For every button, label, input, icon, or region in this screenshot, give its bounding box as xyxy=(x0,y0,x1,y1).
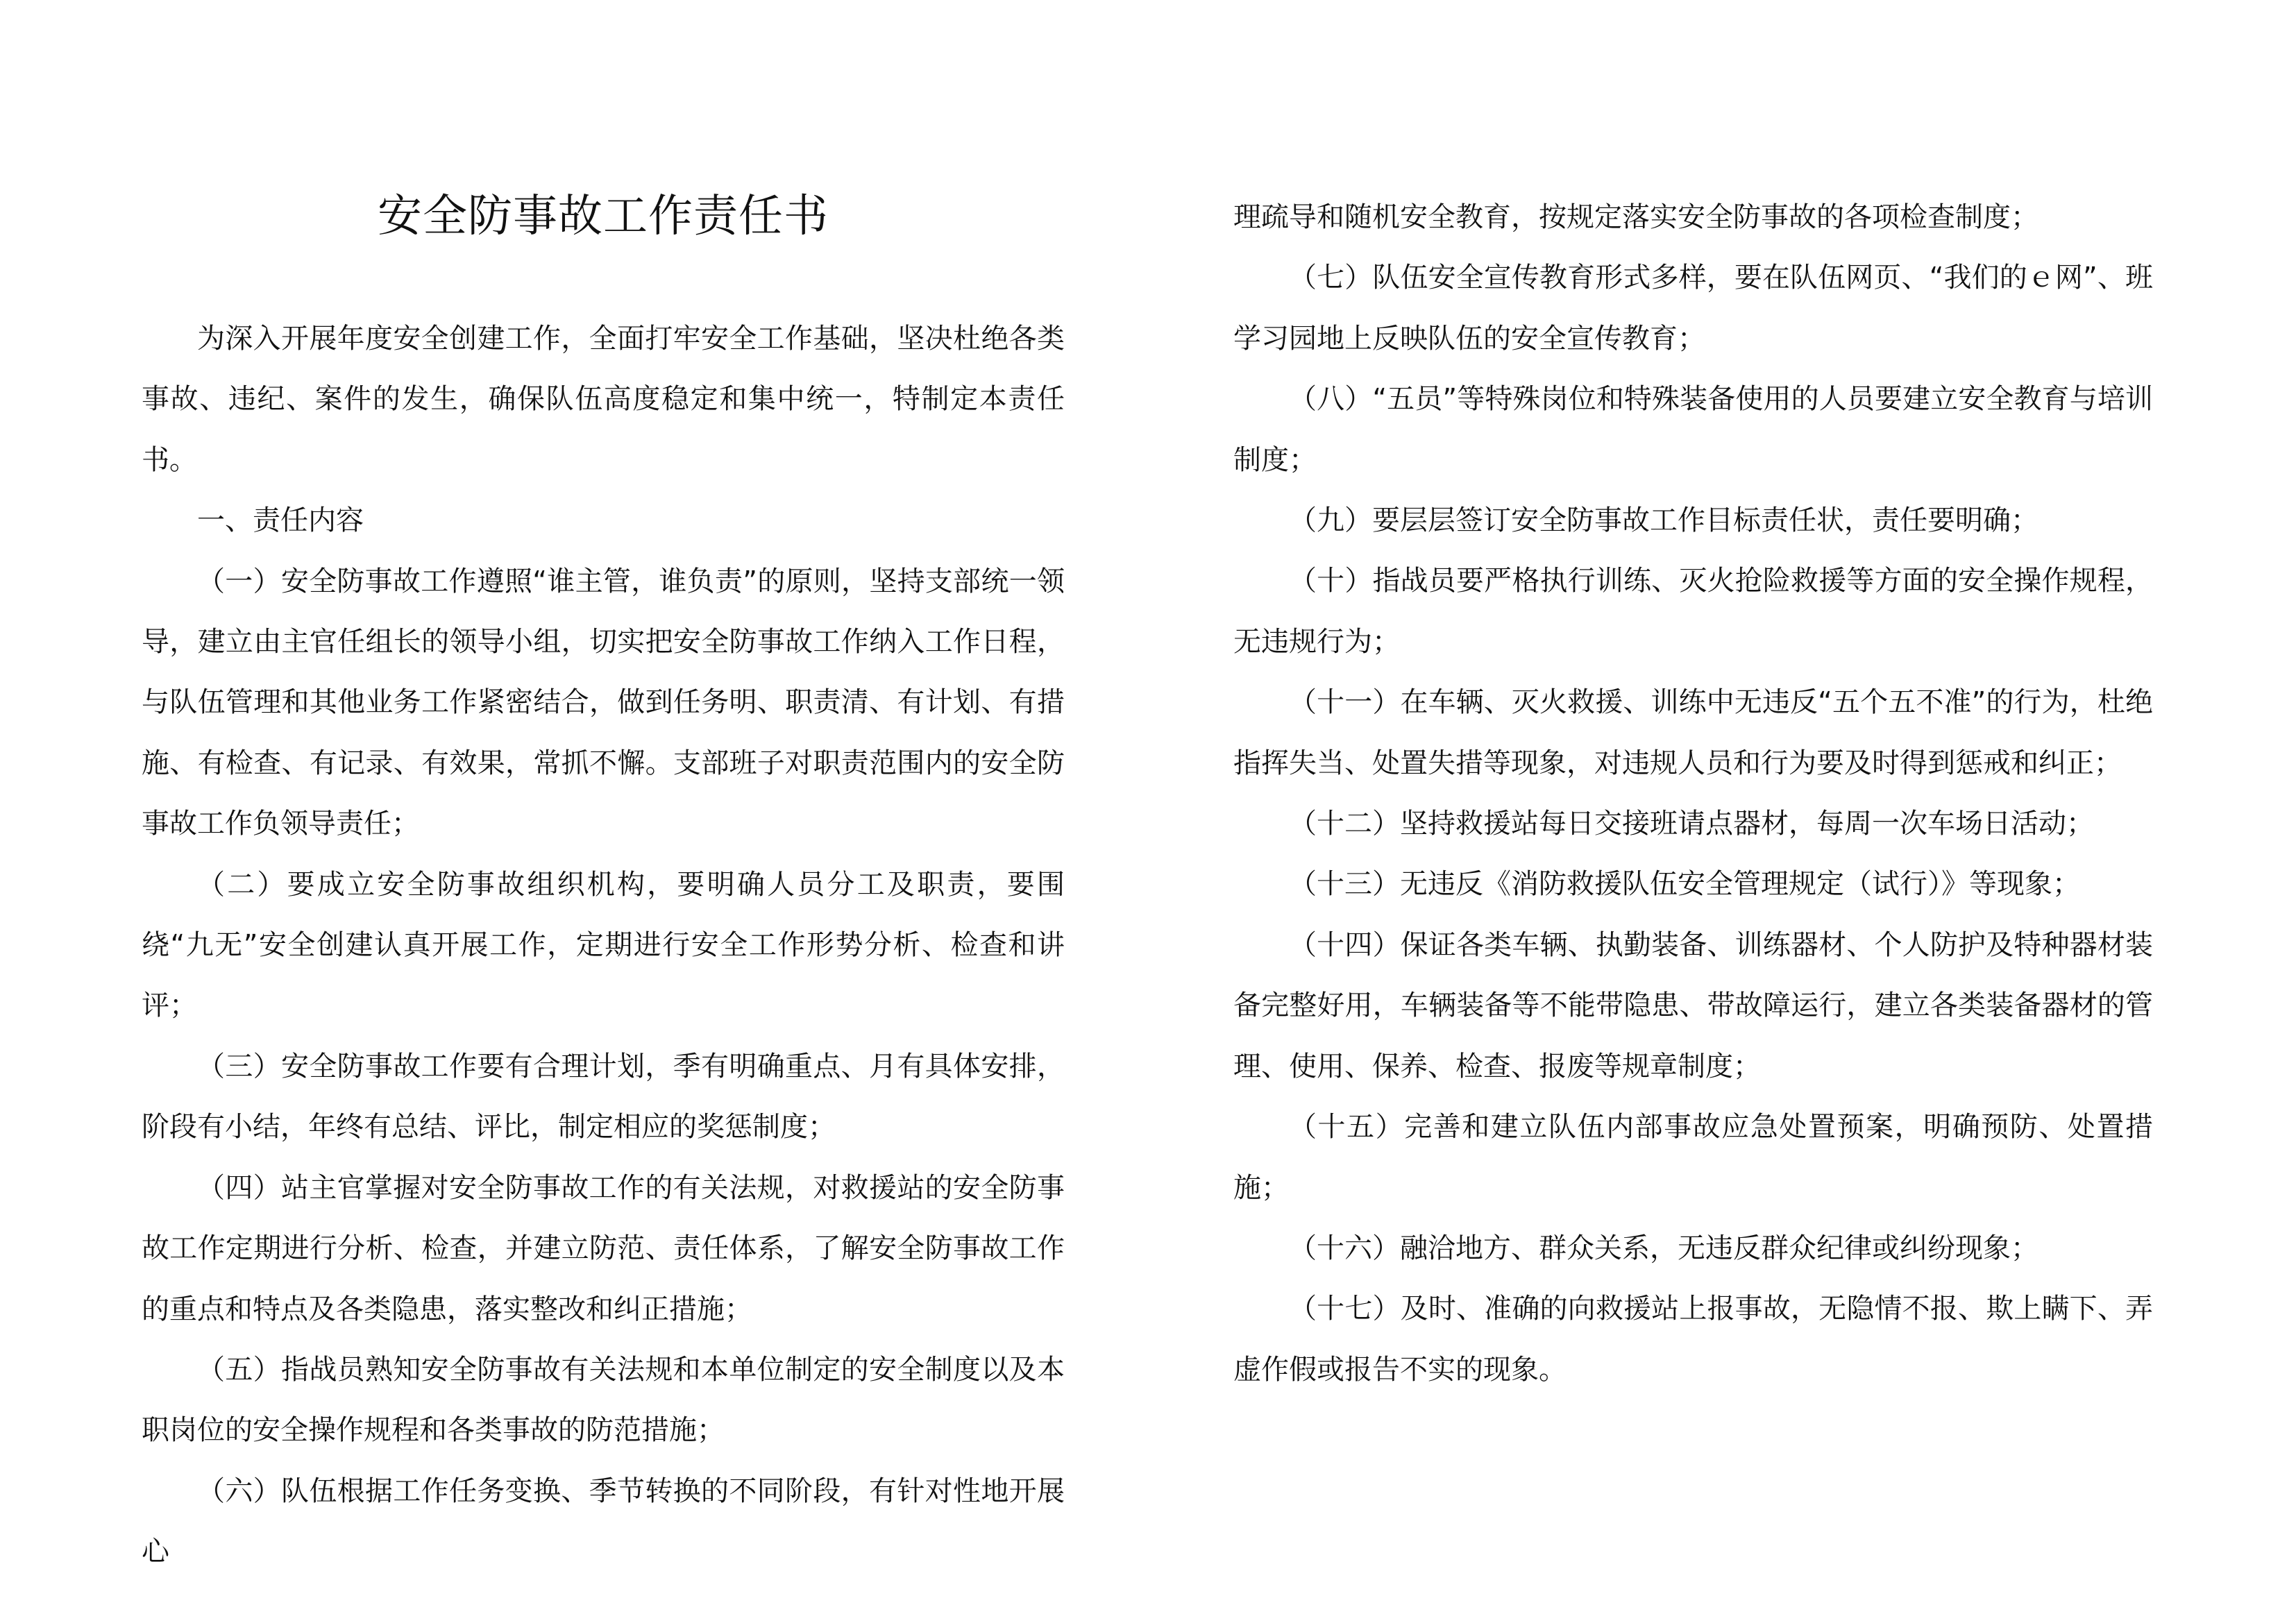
section-heading: 一、责任内容 xyxy=(197,504,364,537)
clause-paragraph: （十）指战员要严格执行训练、灭火抢险救援等方面的安全操作规程，无违规行为； xyxy=(1233,565,2153,658)
intro-paragraph: 为深入开展年度安全创建工作，全面打牢安全工作基础，坚决杜绝各类事故、违纪、案件的发生，确保队伍高度稳定和集中统一，特制定本责任书。 xyxy=(142,323,1065,476)
clause-continuation: 理疏导和随机安全教育，按规定落实安全防事故的各项检查制度； xyxy=(1233,201,2038,233)
clause-paragraph: （十二）坚持救援站每日交接班请点器材，每周一次车场日活动； xyxy=(1289,808,2094,840)
clause-paragraph: （十七）及时、准确的向救援站上报事故，无隐情不报、欺上瞒下、弄虚作假或报告不实的现象。 xyxy=(1233,1293,2153,1386)
clause-paragraph: （十六）融洽地方、群众关系，无违反群众纪律或纠纷现象； xyxy=(1289,1232,2038,1264)
clause-paragraph: （七）队伍安全宣传教育形式多样，要在队伍网页、“我们的ｅ网”、班学习园地上反映队伍的安全宣传教育； xyxy=(1233,262,2153,355)
clause-paragraph: （十一）在车辆、灭火救援、训练中无违反“五个五不准”的行为，杜绝指挥失当、处置失措等现象，对违规人员和行为要及时得到惩戒和纠正； xyxy=(1233,686,2153,779)
clause-paragraph: （一）安全防事故工作遵照“谁主管，谁负责”的原则，坚持支部统一领导，建立由主官任组长的领导小组，切实把安全防事故工作纳入工作日程，与队伍管理和其他业务工作紧密结合，做到任务明、职责清、有计划、有措施、有检查、有记录、有效果，常抓不懈。支部班子对职责范围内的安全防事故工作负领导责任； xyxy=(142,565,1065,840)
clause-paragraph: （十四）保证各类车辆、执勤装备、训练器材、个人防护及特种器材装备完整好用，车辆装备等不能带隐患、带故障运行，建立各类装备器材的管理、使用、保养、检查、报废等规章制度； xyxy=(1233,928,2153,1082)
left-column-text xyxy=(142,309,1065,1583)
clause-paragraph: （八）“五员”等特殊岗位和特殊装备使用的人员要建立安全教育与培训制度； xyxy=(1233,383,2153,476)
clause-paragraph: （十三）无违反《消防救援队伍安全管理规定（试行）》等现象； xyxy=(1289,868,2080,901)
clause-paragraph: （九）要层层签订安全防事故工作目标责任状，责任要明确； xyxy=(1289,504,2038,537)
clause-paragraph: （四）站主官掌握对安全防事故工作的有关法规，对救援站的安全防事故工作定期进行分析、检查，并建立防范、责任体系，了解安全防事故工作的重点和特点及各类隐患，落实整改和纠正措施； xyxy=(142,1171,1065,1325)
clause-paragraph: （三）安全防事故工作要有合理计划，季有明确重点、月有具体安排，阶段有小结，年终有总结、评比，制定相应的奖惩制度； xyxy=(142,1050,1065,1144)
clause-paragraph: （十五）完善和建立队伍内部事故应急处置预案，明确预防、处置措施； xyxy=(1233,1111,2153,1204)
document-title: 安全防事故工作责任书 xyxy=(378,191,829,242)
clause-paragraph: （二）要成立安全防事故组织机构，要明确人员分工及职责，要围绕“九无”安全创建认真开展工作，定期进行安全工作形势分析、检查和讲评； xyxy=(142,868,1065,1022)
clause-paragraph: （六）队伍根据工作任务变换、季节转换的不同阶段，有针对性地开展心 xyxy=(142,1475,1065,1568)
right-column-text xyxy=(1233,187,2153,1400)
clause-paragraph: （五）指战员熟知安全防事故有关法规和本单位制定的安全制度以及本职岗位的安全操作规程和各类事故的防范措施； xyxy=(142,1353,1065,1447)
